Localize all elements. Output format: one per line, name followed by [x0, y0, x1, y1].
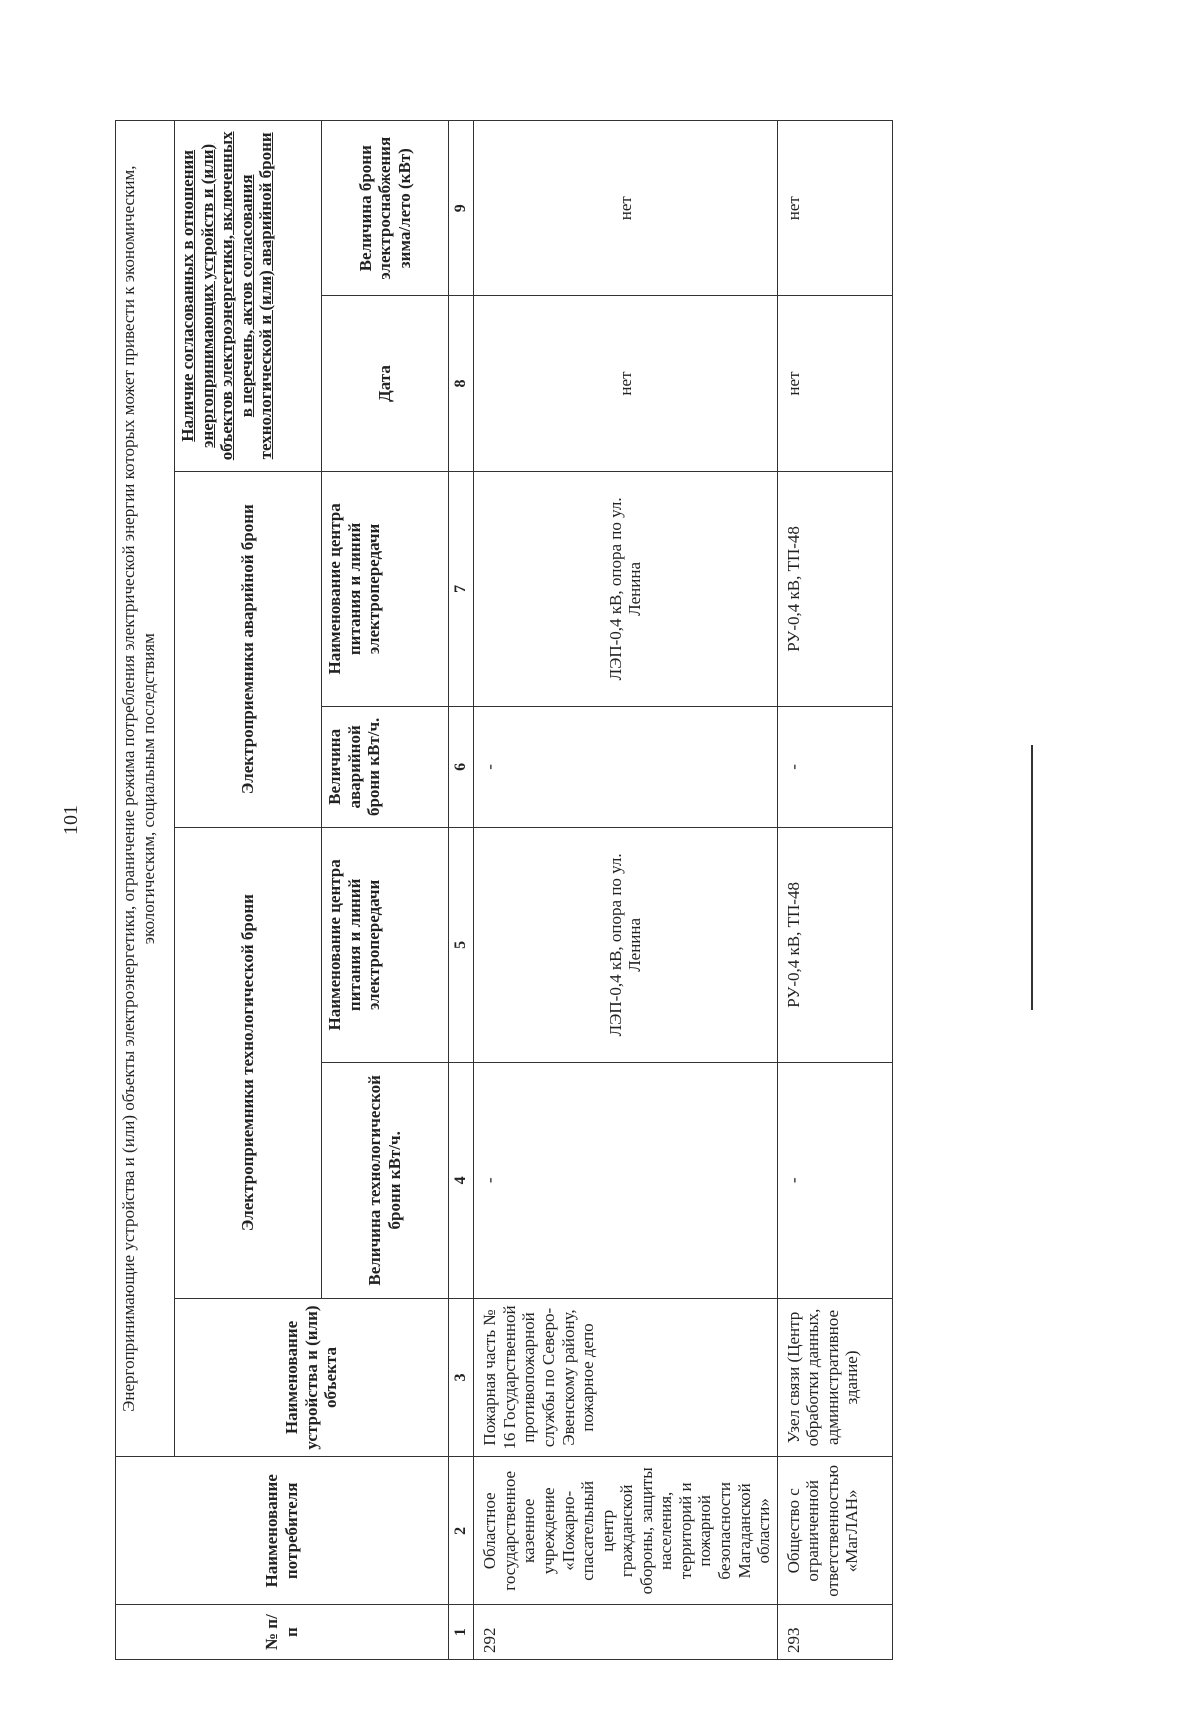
row-tech-center: ЛЭП-0,4 кВ, опора по ул. Ленина — [474, 827, 777, 1062]
row-device: Пожарная часть № 16 Государственной противопожарной службы по Северо-Эвенскому району, пожарное депо — [474, 1298, 777, 1457]
column-number: 1 — [449, 1605, 474, 1660]
col-header-tech-group: Электроприемники технологической брони — [175, 827, 322, 1298]
rotated-table-container — [115, 120, 1175, 1660]
col-header-emerg-group: Электроприемники аварийной брони — [175, 471, 322, 827]
row-device: Узел связи (Центр обработки данных, административное здание) — [777, 1298, 892, 1457]
page-number: 101 — [60, 805, 82, 835]
col-header-acts-value: Величина брони электроснабжения зима/лето (кВт) — [322, 121, 449, 296]
column-number: 7 — [449, 471, 474, 706]
row-acts-value: нет — [474, 121, 777, 296]
col-header-device: Наименование устройства и (или) объекта — [175, 1298, 449, 1457]
header-row-1 — [116, 121, 175, 1660]
column-number: 4 — [449, 1063, 474, 1298]
table-row — [474, 121, 777, 1660]
column-number: 5 — [449, 827, 474, 1062]
acts-group-text: Наличие согласованных в отношении энергопринимающих устройств и (или) объектов электроэнергетики, включенных в перечень, актов согласования технологической и (или) аварийной брони — [178, 131, 276, 461]
group-header: Энергопринимающие устройства и (или) объекты электроэнергетики, ограничение режима потребления электрической энергии которых может привести к экономическим, экологическим, социальным последствиям — [116, 121, 175, 1457]
row-tech-value: - — [474, 1063, 777, 1298]
column-number: 3 — [449, 1298, 474, 1457]
row-emerg-value: - — [777, 707, 892, 827]
row-acts-date: нет — [474, 296, 777, 471]
column-number-row — [449, 121, 474, 1660]
table-row — [777, 121, 892, 1660]
row-num: 293 — [777, 1605, 892, 1660]
column-number: 8 — [449, 296, 474, 471]
row-acts-value: нет — [777, 121, 892, 296]
row-emerg-center: РУ-0,4 кВ, ТП-48 — [777, 471, 892, 706]
col-header-acts-date: Дата — [322, 296, 449, 471]
row-num: 292 — [474, 1605, 777, 1660]
reservation-table — [115, 120, 893, 1660]
col-header-emerg-center: Наименование центра питания и линий электропередачи — [322, 471, 449, 706]
col-header-num: № п/п — [116, 1605, 449, 1660]
col-header-emerg-value: Величина аварийной брони кВт/ч. — [322, 707, 449, 827]
col-header-consumer: Наименование потребителя — [116, 1457, 449, 1605]
header-row-2 — [175, 121, 322, 1660]
row-tech-center: РУ-0,4 кВ, ТП-48 — [777, 827, 892, 1062]
col-header-acts-group — [175, 121, 322, 472]
row-tech-value: - — [777, 1063, 892, 1298]
row-consumer: Областное государственное казенное учреждение «Пожарно-спасательный центр гражданской обороны, защиты населения, территорий и пожарной безопасности Магаданской области» — [474, 1457, 777, 1605]
column-number: 9 — [449, 121, 474, 296]
col-header-tech-value: Величина технологической брони кВт/ч. — [322, 1063, 449, 1298]
row-acts-date: нет — [777, 296, 892, 471]
column-number: 2 — [449, 1457, 474, 1605]
column-number: 6 — [449, 707, 474, 827]
row-emerg-center: ЛЭП-0,4 кВ, опора по ул. Ленина — [474, 471, 777, 706]
col-header-tech-center: Наименование центра питания и линий электропередачи — [322, 827, 449, 1062]
row-emerg-value: - — [474, 707, 777, 827]
row-consumer: Общество с ограниченной ответственностью «МагЛАН» — [777, 1457, 892, 1605]
